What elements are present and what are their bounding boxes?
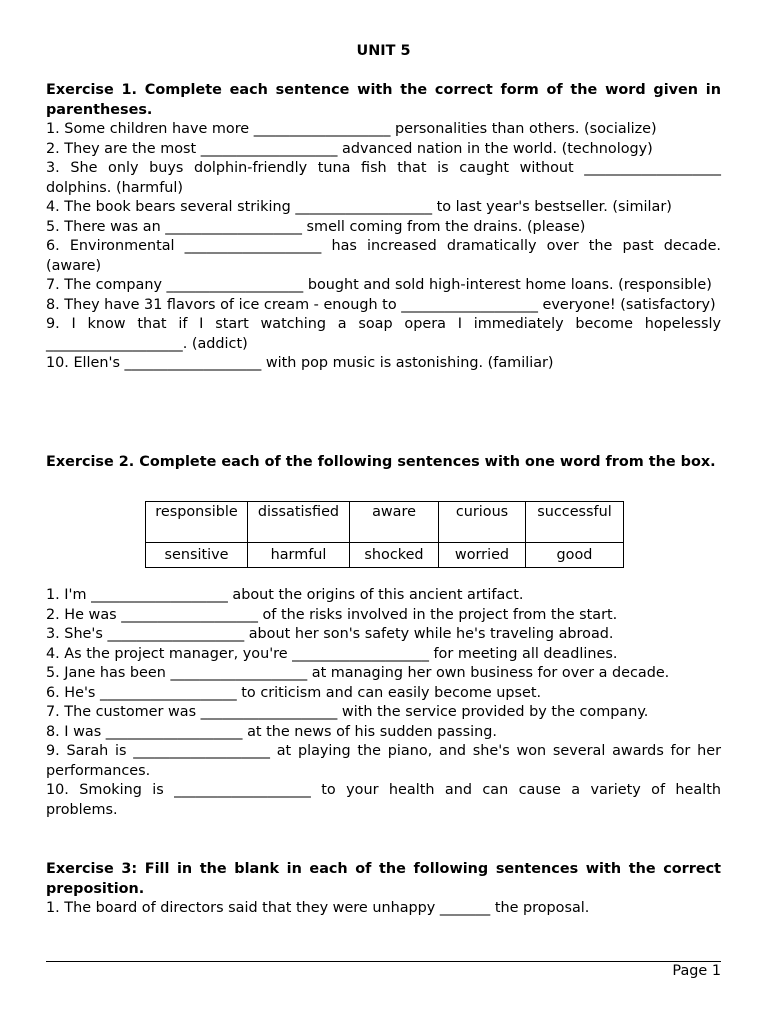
- exercise-1-item: 7. The company ___________________ bought and sold high-interest home loans. (responsible): [46, 277, 712, 293]
- exercise-2-item: 8. I was ___________________ at the news of his sudden passing.: [46, 723, 497, 740]
- exercise-2-item: 6. He's ___________________ to criticism and can easily become upset.: [46, 684, 542, 701]
- word-box-cell: curious: [439, 502, 526, 543]
- exercise-1-item: 2. They are the most ___________________ advanced nation in the world. (technology): [46, 140, 653, 157]
- footer-divider: [46, 961, 721, 962]
- word-box-cell: successful: [526, 502, 624, 543]
- exercise-2-items: [46, 586, 721, 820]
- page-number: Page 1: [672, 963, 721, 979]
- exercise-1-item: 8. They have 31 flavors of ice cream - enough to ___________________ everyone! (satisfactory): [46, 296, 716, 313]
- exercise-2-header: [46, 453, 721, 473]
- exercise-2-item: 10. Smoking is ___________________ to your health and can cause a variety of health problems.: [46, 782, 721, 818]
- word-box-cell: dissatisfied: [248, 502, 350, 543]
- exercise-2-item: 2. He was ___________________ of the risks involved in the project from the start.: [46, 606, 618, 623]
- word-box-table: [145, 501, 624, 568]
- exercise-2-item: 3. She's ___________________ about her son's safety while he's traveling abroad.: [46, 626, 614, 642]
- exercise-3-item: 1. The board of directors said that they were unhappy _______ the proposal.: [46, 900, 590, 916]
- exercise-2-item: 5. Jane has been ___________________ at managing her own business for over a decade.: [46, 665, 670, 681]
- word-box-cell: shocked: [350, 543, 439, 568]
- page-title: UNIT 5: [356, 43, 411, 59]
- exercise-2-item: 4. As the project manager, you're ___________________ for meeting all deadlines.: [46, 645, 618, 662]
- exercise-3-heading: Exercise 3: Fill in the blank in each of the following sentences with the correct preposition.: [46, 861, 721, 897]
- exercise-1-item: 6. Environmental ___________________ has increased dramatically over the past decade. (aware): [46, 238, 721, 274]
- exercise-2-item: 1. I'm ___________________ about the origins of this ancient artifact.: [46, 587, 524, 603]
- exercise-1-item: 1. Some children have more ___________________ personalities than others. (socialize): [46, 121, 657, 137]
- exercise-1-item: 4. The book bears several striking ___________________ to last year's bestseller. (similar): [46, 199, 672, 215]
- word-box-cell: responsible: [146, 502, 248, 543]
- exercise-1-item: 10. Ellen's ___________________ with pop music is astonishing. (familiar): [46, 355, 554, 371]
- exercise-2-heading: Exercise 2. Complete each of the following sentences with one word from the box.: [46, 454, 716, 470]
- word-box-row: [146, 543, 624, 568]
- word-box-cell: good: [526, 543, 624, 568]
- exercise-2-item: 9. Sarah is ___________________ at playing the piano, and she's won several awards for her performances.: [46, 743, 721, 779]
- word-box-row: [146, 502, 624, 543]
- word-box-cell: aware: [350, 502, 439, 543]
- word-box-cell: sensitive: [146, 543, 248, 568]
- exercise-1-heading: Exercise 1. Complete each sentence with the correct form of the word given in parentheses.: [46, 82, 721, 118]
- exercise-1: [46, 81, 721, 374]
- word-box-cell: harmful: [248, 543, 350, 568]
- exercise-1-item: 5. There was an ___________________ smell coming from the drains. (please): [46, 218, 586, 235]
- exercise-1-item: 9. I know that if I start watching a soap opera I immediately become hopelessly ___________________. (addict): [46, 316, 721, 352]
- exercise-2-item: 7. The customer was ___________________ with the service provided by the company.: [46, 704, 649, 720]
- word-box-cell: worried: [439, 543, 526, 568]
- exercise-1-item: 3. She only buys dolphin-friendly tuna fish that is caught without ___________________ dolphins. (harmful): [46, 160, 721, 196]
- exercise-3: [46, 860, 721, 919]
